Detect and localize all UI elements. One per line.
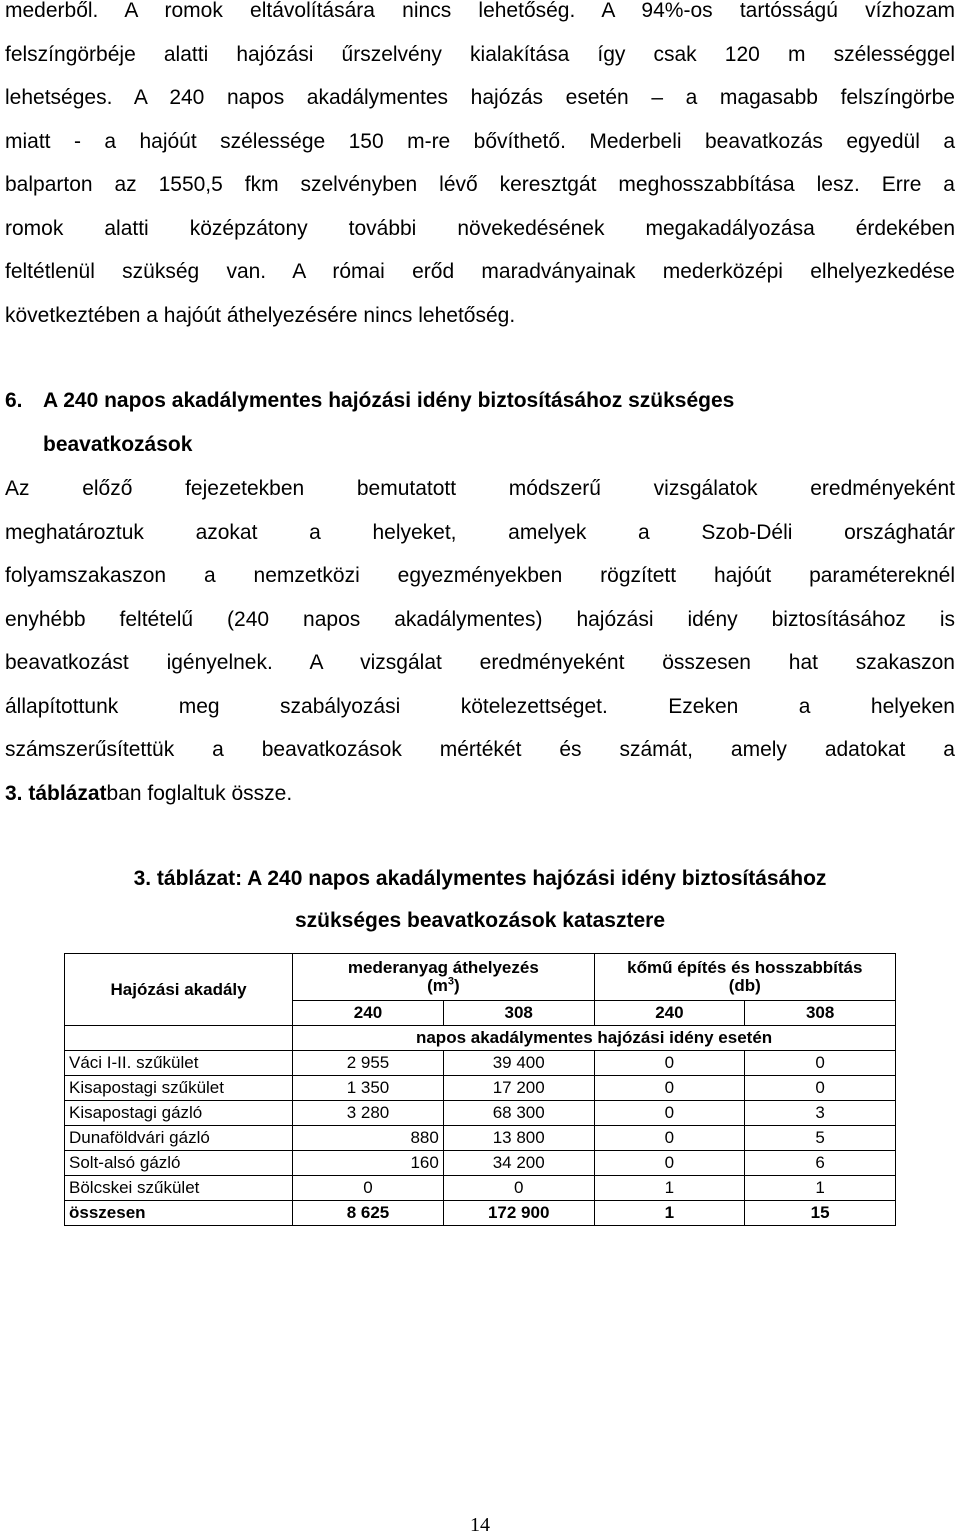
cell-value: 0 [594,1076,745,1101]
table-total-row [65,1201,896,1226]
text-line: meghatároztuk azokat a helyeket, amelyek a Szob-Déli országhatár [5,520,955,544]
cell-value: 39 400 [443,1051,594,1076]
intervention-table [64,953,896,1226]
section-title-part-1: A 240 napos akadálymentes hajózási idény biztosításához szükséges [43,389,735,412]
text-line: felszíngörbéje alatti hajózási űrszelvény kialakítása így csak 120 m szélességgel [5,42,955,66]
text-line: folyamszakaszon a nemzetközi egyezményekben rögzített hajóút paramétereknél [5,564,955,587]
table-row [65,1126,896,1151]
table-caption [0,868,960,952]
cell-value: 0 [293,1176,444,1201]
cell-value: 17 200 [443,1076,594,1101]
unit-prefix: (m [427,976,448,995]
cell-value: 34 200 [443,1151,594,1176]
total-value: 15 [745,1201,896,1226]
total-value: 8 625 [293,1201,444,1226]
cell-value: 5 [745,1126,896,1151]
cell-value: 3 280 [293,1101,444,1126]
span-note: napos akadálymentes hajózási idény esetén [293,1026,896,1051]
row-name: Kisapostagi szűkület [65,1076,293,1101]
text-line: Az előző fejezetekben bemutatott módszerű vizsgálatok eredményeként [5,477,955,500]
text-line: miatt - a hajóút szélessége 150 m-re bővíthető. Mederbeli beavatkozás egyedül a [5,129,955,153]
cell-value: 2 955 [293,1051,444,1076]
table-note-row [65,1026,896,1051]
table-row [65,1101,896,1126]
cell-value: 1 [594,1176,745,1201]
cell-value: 0 [594,1051,745,1076]
cell-value: 0 [745,1051,896,1076]
total-value: 172 900 [443,1201,594,1226]
table-reference: 3. táblázat [5,781,107,805]
cell-value: 68 300 [443,1101,594,1126]
row-name: Bölcskei szűkület [65,1176,293,1201]
total-label: összesen [65,1201,293,1226]
subheader-cell: 308 [745,1001,896,1026]
cell-value: 0 [594,1101,745,1126]
cell-value: 3 [745,1101,896,1126]
header-stonework [594,954,895,1001]
row-name: Dunaföldvári gázló [65,1126,293,1151]
row-name: Váci I-II. szűkület [65,1051,293,1076]
text-line: feltétlenül szükség van. A római erőd maradványainak mederközépi elhelyezkedése [5,260,955,283]
header-stonework-label: kőmű építés és hosszabbítás [627,958,863,977]
subheader-cell: 308 [443,1001,594,1026]
cell-value: 0 [443,1176,594,1201]
table-row [65,1176,896,1201]
header-sediment-unit [427,976,460,995]
section-heading-line-1 [5,390,955,434]
section-heading [5,390,955,478]
unit-suffix: ) [453,976,460,995]
text-line: lehetséges. A 240 napos akadálymentes hajózás esetén – a magasabb felszíngörbe [5,86,955,109]
cell-value: 0 [745,1076,896,1101]
table-caption-line-1: 3. táblázat: A 240 napos akadálymentes hajózási idény biztosításához [133,867,827,890]
subheader-cell: 240 [293,1001,444,1026]
header-stonework-unit: (db) [728,976,761,995]
cell-value: 160 [293,1151,444,1176]
cell-value: 880 [293,1126,444,1151]
empty-cell [65,1026,293,1051]
text-line: állapítottunk meg szabályozási kötelezettséget. Ezeken a helyeken [5,694,955,718]
table-caption-line-2: szükséges beavatkozások katasztere [294,909,666,932]
table-header-row [65,954,896,1001]
cell-value: 0 [594,1126,745,1151]
row-name: Solt-alsó gázló [65,1151,293,1176]
text-fragment: ban foglaltuk össze. [106,781,293,805]
cell-value: 13 800 [443,1126,594,1151]
table-row [65,1151,896,1176]
cell-value: 1 [745,1176,896,1201]
header-sediment-relocation [293,954,594,1001]
section-number: 6. [5,389,23,412]
text-line: mederből. A romok eltávolítására nincs lehetőség. A 94%-os tartósságú vízhozam [5,0,955,22]
section-title-part-2: beavatkozások [43,433,193,456]
text-line: romok alatti középzátony további növekedésének megakadályozása érdekében [5,216,955,240]
text-line [5,783,955,827]
total-value: 1 [594,1201,745,1226]
text-line: balparton az 1550,5 fkm szelvényben lévő keresztgát meghosszabbítása lesz. Erre a [5,173,955,196]
cell-value: 6 [745,1151,896,1176]
paragraph-1 [5,0,955,348]
paragraph-2 [5,478,955,826]
table-row [65,1076,896,1101]
text-line: következtében a hajóút áthelyezésére nincs lehetőség. [5,303,516,327]
text-line: számszerűsítettük a beavatkozások mértékét és számát, amely adatokat a [5,738,955,761]
cell-value: 0 [594,1151,745,1176]
text-line: enyhébb feltételű (240 napos akadálymentes) hajózási idény biztosításához is [5,607,955,631]
text-line: beavatkozást igényelnek. A vizsgálat eredményeként összesen hat szakaszon [5,651,955,674]
page-number: 14 [470,1514,490,1536]
table-row [65,1051,896,1076]
unit-superscript: 3 [447,975,454,988]
cell-value: 1 350 [293,1076,444,1101]
row-name: Kisapostagi gázló [65,1101,293,1126]
header-obstacle: Hajózási akadály [65,954,293,1026]
header-sediment-label: mederanyag áthelyezés [347,958,539,977]
subheader-cell: 240 [594,1001,745,1026]
